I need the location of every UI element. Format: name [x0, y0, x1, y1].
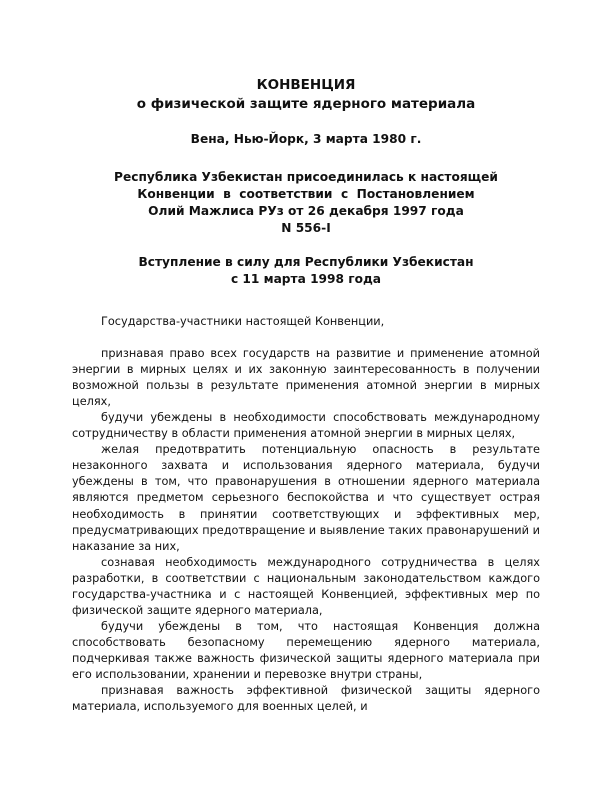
preamble-intro: Государства-участники настоящей Конвенции,	[101, 315, 385, 328]
document-subtitle: о физической защите ядерного материала	[136, 96, 476, 112]
dateline: Вена, Нью-Йорк, 3 марта 1980 г.	[190, 132, 422, 146]
preamble-paragraph: будучи убеждены в том, что настоящая Конвенция должна способствовать безопасному перемещению ядерного материала, подчеркивая также важность физической защиты ядерного материала при его использовании, хранении и перевозке внутри страны,	[72, 619, 540, 681]
accession-note	[72, 169, 540, 237]
entry-line: Вступление в силу для Республики Узбекистан	[138, 255, 474, 269]
preamble-paragraph: сознавая необходимость международного сотрудничества в целях разработки, в соответствии с национальным законодательством каждого государства-участника и с настоящей Конвенцией, эффективных мер по физической защите ядерного материала,	[72, 555, 540, 617]
preamble-paragraph: признавая важность эффективной физической защиты ядерного материала, используемого для военных целей, и	[72, 684, 540, 714]
entry-line: с 11 марта 1998 года	[230, 272, 382, 286]
accession-line: Конвенции в соответствии с Постановлением	[137, 187, 475, 201]
accession-line: Республика Узбекистан присоединилась к настоящей	[114, 170, 498, 184]
preamble-paragraph: признавая право всех государств на развитие и применение атомной энергии в мирных целях и их законную заинтересованность в получении возможной пользы в результате применения атомной энергии в мирных целях,	[72, 347, 540, 409]
preamble-paragraph: желая предотвратить потенциальную опасность в результате незаконного захвата и использования ядерного материала, будучи убеждены в том, что правонарушения в отношении ядерного материала являются предметом серьезного беспокойства и что существует острая необходимость в принятии соответствующих и эффективных мер, предусматривающих предотвращение и выявление таких правонарушений и наказание за них,	[72, 443, 540, 553]
preamble-paragraph: будучи убеждены в необходимости способствовать международному сотрудничеству в области применения атомной энергии в мирных целях,	[72, 411, 540, 441]
accession-line: N 556-I	[281, 221, 331, 235]
document-title: КОНВЕНЦИЯ	[256, 77, 356, 93]
preamble-body	[72, 314, 540, 715]
entry-into-force-note	[72, 254, 540, 288]
accession-line: Олий Мажлиса РУз от 26 декабря 1997 года	[148, 204, 464, 218]
